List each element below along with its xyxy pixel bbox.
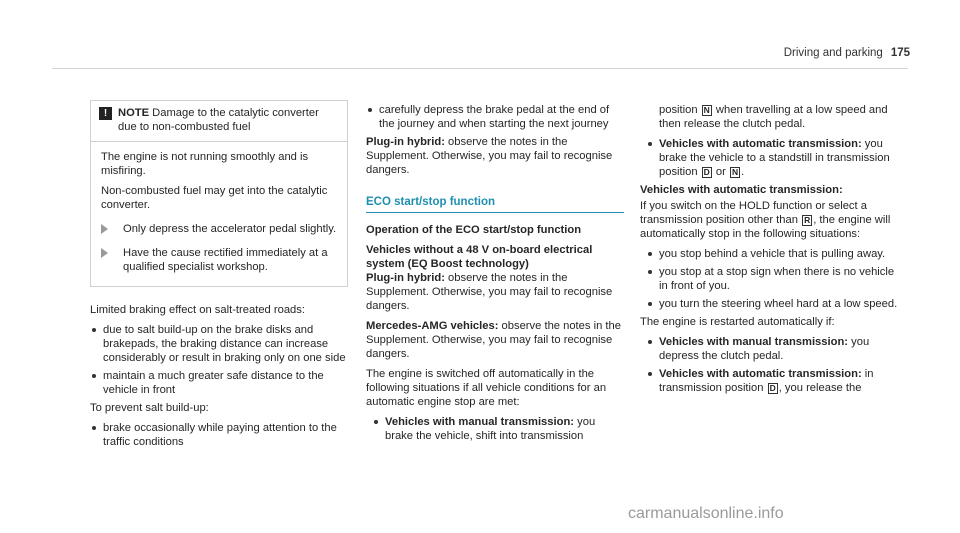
note-title: NOTE (118, 107, 150, 119)
watermark: carmanualsonline.info (628, 505, 784, 522)
note-step-1 (101, 222, 337, 236)
note-para-2: Non-combusted fuel may get into the catalytic converter. (101, 185, 328, 211)
restart-list (640, 335, 902, 395)
braking-intro: Limited braking effect on salt-treated roads: (90, 304, 305, 316)
text: If you switch on the HOLD function or select a transmission position other than (640, 200, 867, 226)
gear-d-icon: D (769, 383, 776, 393)
amg-label: Mercedes-AMG vehicles: (366, 320, 499, 332)
page-number: 175 (890, 47, 910, 59)
column-2-body (366, 103, 624, 447)
auto-off-list (366, 415, 624, 443)
step-text: Only depress the accelerator pedal slightly. (123, 223, 337, 235)
list-item: due to salt build-up on the brake disks and brakepads, the braking distance can increase considerably or result in braking only on one side (90, 323, 352, 365)
situation-list (640, 247, 902, 311)
prevent-intro: To prevent salt build-up: (90, 402, 209, 414)
step-arrow-icon (101, 248, 115, 258)
list-item: carefully depress the brake pedal at the end of the journey and when starting the next journey (366, 103, 624, 131)
list-item (646, 367, 902, 395)
text: , the engine will automatically stop in the following situations: (640, 214, 891, 240)
note-box (90, 100, 348, 287)
auto-label: Vehicles with automatic transmission: (659, 368, 862, 380)
list-item: you stop behind a vehicle that is pulling away. (646, 247, 902, 261)
column-1-body (90, 303, 352, 453)
manual-label: Vehicles with manual transmission: (385, 416, 575, 428)
text: or (712, 166, 729, 178)
restart-text: The engine is restarted automatically if: (640, 316, 835, 328)
hold-text (640, 199, 902, 241)
header-divider (52, 68, 908, 69)
note-body (91, 142, 347, 286)
list-item: brake occasionally while paying attention to the traffic conditions (90, 421, 352, 449)
auto-off-text: The engine is switched off automatically in the following situations if all vehicle conditions for an automatic engine stop are met: (366, 368, 607, 408)
manual-continued (640, 103, 902, 131)
v48-title: Vehicles without a 48 V on-board electrical system (EQ Boost technology) (366, 244, 593, 270)
auto-label: Vehicles with automatic transmission: (659, 138, 862, 150)
plugin-text: observe the notes in the Supplement. Otherwise, you may fail to recognise dangers. (366, 272, 613, 312)
gear-r-icon: R (804, 215, 811, 225)
plugin-note-2 (366, 271, 624, 313)
text: when travelling at a low speed and then release the clutch pedal. (659, 104, 888, 130)
amg-text: observe the notes in the Supplement. Otherwise, you may fail to recognise dangers. (366, 320, 621, 360)
plugin-note (366, 135, 624, 177)
gear-d-icon: D (703, 167, 710, 177)
gear-n-icon: N (703, 105, 710, 115)
gear-n-icon: N (731, 167, 739, 177)
eco-section-title: ECO start/stop function (366, 195, 624, 213)
list-item (646, 335, 902, 363)
note-header (91, 101, 347, 142)
auto-list (640, 137, 902, 179)
manual-text: you brake the vehicle, shift into transmission (385, 416, 596, 442)
amg-note (366, 319, 624, 361)
plugin-label: Plug-in hybrid: (366, 136, 445, 148)
prevent-list (90, 421, 352, 449)
list-item: you stop at a stop sign when there is no vehicle in front of you. (646, 265, 902, 293)
note-heading (118, 106, 339, 134)
note-para-1: The engine is not running smoothly and is misfiring. (101, 151, 309, 177)
operation-title: Operation of the ECO start/stop function (366, 224, 582, 236)
text: . (741, 166, 745, 178)
list-item: maintain a much greater safe distance to the vehicle in front (90, 369, 352, 397)
list-item (372, 415, 624, 443)
text: , you release the (778, 382, 862, 394)
journey-list (366, 103, 624, 131)
braking-list (90, 323, 352, 397)
plugin-label: Plug-in hybrid: (366, 272, 445, 284)
note-title-text: Damage to the catalytic converter due to non-combusted fuel (118, 107, 319, 133)
text: position (659, 104, 701, 116)
plugin-text: observe the notes in the Supplement. Otherwise, you may fail to recognise dangers. (366, 136, 613, 176)
note-step-2 (101, 246, 337, 274)
step-text: Have the cause rectified immediately at a qualified specialist workshop. (123, 247, 328, 273)
list-item (646, 137, 902, 179)
warning-icon: ! (99, 107, 112, 120)
text: you depress the clutch pedal. (659, 336, 870, 362)
section-title: Driving and parking (783, 47, 883, 59)
text: in transmission position (659, 368, 874, 394)
list-item: you turn the steering wheel hard at a low speed. (646, 297, 902, 311)
auto-heading: Vehicles with automatic transmission: (640, 184, 843, 196)
step-arrow-icon (101, 224, 115, 234)
text: you brake the vehicle to a standstill in transmission position (659, 138, 890, 178)
manual-label: Vehicles with manual transmission: (659, 336, 849, 348)
column-3-body (640, 103, 902, 399)
page-header (784, 47, 910, 59)
